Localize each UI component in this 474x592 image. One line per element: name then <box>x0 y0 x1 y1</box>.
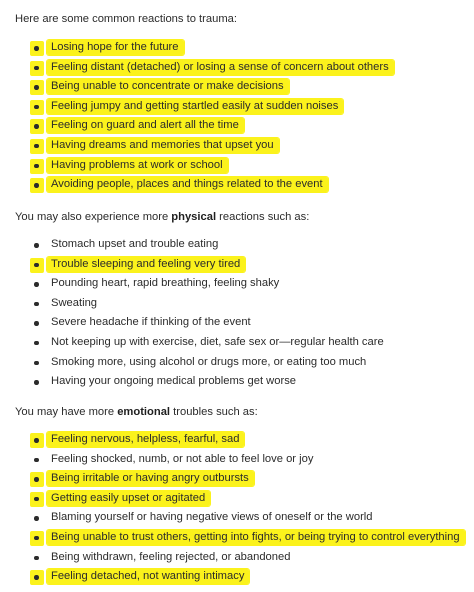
bullet-icon <box>34 263 39 268</box>
bullet-icon <box>34 164 39 169</box>
bullet-icon <box>34 516 39 521</box>
bullet-icon <box>34 380 39 385</box>
bullet-icon <box>34 66 39 71</box>
item-text: Having your ongoing medical problems get worse <box>51 375 297 388</box>
list-item <box>34 136 464 156</box>
list-item <box>34 175 464 195</box>
highlighted-item-text: Losing hope for the future <box>47 40 184 55</box>
section-intro-emotional-troubles <box>15 405 258 419</box>
bullet-icon <box>34 321 39 326</box>
physical-reactions-list <box>34 235 464 392</box>
list-item <box>34 156 464 176</box>
bullet-icon <box>34 361 39 366</box>
bullet-icon <box>34 458 39 463</box>
highlighted-item-text: Being unable to concentrate or make decisions <box>47 79 289 94</box>
bullet-icon <box>34 144 39 149</box>
highlighted-item-text: Feeling distant (detached) or losing a sense of concern about others <box>47 60 394 75</box>
section-intro-physical-reactions <box>15 210 309 224</box>
list-item <box>34 353 464 373</box>
bullet-icon <box>34 282 39 287</box>
list-item <box>34 567 464 587</box>
bullet-icon <box>34 438 39 443</box>
item-text: Feeling shocked, numb, or not able to feel love or joy <box>51 452 314 465</box>
item-text: Being withdrawn, feeling rejected, or abandoned <box>51 550 291 563</box>
list-item <box>34 235 464 255</box>
list-item <box>34 116 464 136</box>
highlighted-item-text: Being unable to trust others, getting into fights, or being trying to control everything <box>47 530 465 545</box>
list-item <box>34 58 464 78</box>
highlighted-item-text: Having problems at work or school <box>47 158 228 173</box>
bullet-icon <box>34 243 39 248</box>
list-item <box>34 255 464 275</box>
intro-prefix: You may also experience more <box>15 211 172 223</box>
item-text: Blaming yourself or having negative views of oneself or the world <box>51 511 373 524</box>
item-text: Smoking more, using alcohol or drugs more, or eating too much <box>51 355 367 368</box>
intro-bold-word: physical <box>171 211 217 223</box>
bullet-icon <box>34 124 39 129</box>
bullet-icon <box>34 341 39 346</box>
emotional-troubles-list <box>34 430 464 587</box>
list-item <box>34 313 464 333</box>
list-item <box>34 38 464 58</box>
list-item <box>34 372 464 392</box>
bullet-icon <box>34 302 39 307</box>
list-item <box>34 548 464 568</box>
highlighted-item-text: Feeling jumpy and getting startled easily at sudden noises <box>47 99 343 114</box>
intro-bold-word: emotional <box>117 406 171 418</box>
bullet-icon <box>34 183 39 188</box>
list-item <box>34 450 464 470</box>
list-item <box>34 508 464 528</box>
intro-suffix: troubles such as: <box>170 406 258 418</box>
intro-text: Here are some common reactions to trauma: <box>15 13 237 25</box>
bullet-icon <box>34 536 39 541</box>
list-item <box>34 97 464 117</box>
bullet-icon <box>34 556 39 561</box>
intro-prefix: You may have more <box>15 406 118 418</box>
trauma-reactions-list <box>34 38 464 195</box>
highlighted-item-text: Feeling detached, not wanting intimacy <box>47 569 249 584</box>
list-item <box>34 333 464 353</box>
item-text: Stomach upset and trouble eating <box>51 238 219 250</box>
section-intro-trauma-reactions <box>15 12 237 26</box>
highlighted-item-text: Being irritable or having angry outbursts <box>47 471 254 486</box>
bullet-icon <box>34 85 39 90</box>
intro-suffix: reactions such as: <box>216 211 310 223</box>
item-text: Severe headache if thinking of the event <box>51 316 251 329</box>
list-item <box>34 469 464 489</box>
bullet-icon <box>34 477 39 482</box>
highlighted-item-text: Feeling on guard and alert all the time <box>47 118 244 133</box>
list-item <box>34 77 464 97</box>
highlighted-item-text: Having dreams and memories that upset you <box>47 138 279 153</box>
bullet-icon <box>34 497 39 502</box>
list-item <box>34 274 464 294</box>
item-text: Pounding heart, rapid breathing, feeling shaky <box>51 277 280 290</box>
highlighted-item-text: Getting easily upset or agitated <box>47 491 210 506</box>
bullet-icon <box>34 105 39 110</box>
bullet-icon <box>34 575 39 580</box>
list-item <box>34 294 464 314</box>
highlighted-item-text: Feeling nervous, helpless, fearful, sad <box>47 432 244 447</box>
highlighted-item-text: Avoiding people, places and things related to the event <box>47 177 328 192</box>
list-item <box>34 430 464 450</box>
list-item <box>34 528 464 548</box>
highlighted-item-text: Trouble sleeping and feeling very tired <box>47 257 245 272</box>
list-item <box>34 489 464 509</box>
bullet-icon <box>34 46 39 51</box>
item-text: Sweating <box>51 296 98 309</box>
item-text: Not keeping up with exercise, diet, safe sex or—regular health care <box>51 335 384 348</box>
